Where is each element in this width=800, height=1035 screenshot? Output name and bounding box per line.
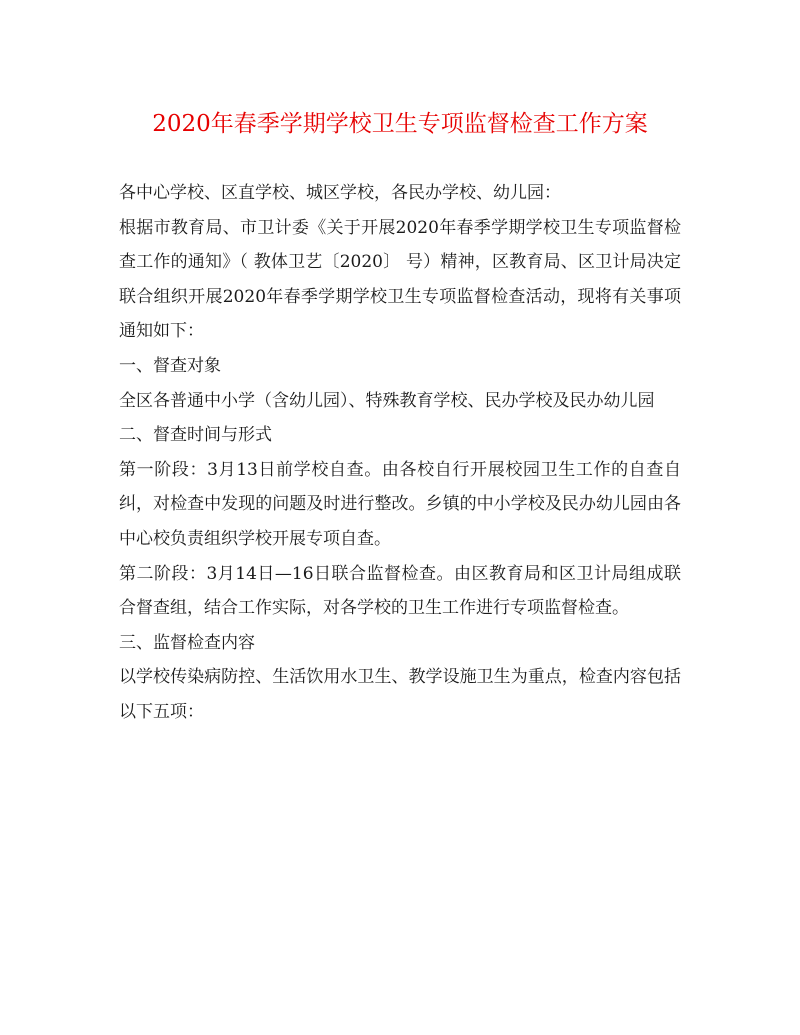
section-heading-2: 二、督查时间与形式 bbox=[119, 425, 272, 446]
phase-2-paragraph: 第二阶段：3月14日—16日联合监督检查。由区教育局和区卫计局组成联合督查组，结合工作实际，对各学校的卫生工作进行专项监督检查。 bbox=[119, 563, 681, 619]
intro-paragraph: 根据市教育局、市卫计委《关于开展2020年春季学期学校卫生专项监督检查工作的通知》（ 教体卫艺〔2020〕 号）精神，区教育局、区卫计局决定联合组织开展2020年春季学期学校卫生专项监督检查活动，现将有关事项通知如下： bbox=[119, 217, 681, 342]
document-body bbox=[119, 176, 681, 730]
document-title: 2020年春季学期学校卫生专项监督检查工作方案 bbox=[152, 111, 648, 137]
phase-1-paragraph: 第一阶段：3月13日前学校自查。由各校自行开展校园卫生工作的自查自纠，对检查中发现的问题及时进行整改。乡镇的中小学校及民办幼儿园由各中心校负责组织学校开展专项自查。 bbox=[119, 459, 681, 549]
salutation: 各中心学校、区直学校、城区学校，各民办学校、幼儿园： bbox=[119, 183, 561, 203]
section-heading-1: 一、督查对象 bbox=[119, 355, 221, 376]
section-heading-3: 三、监督检查内容 bbox=[119, 632, 255, 653]
section-3-paragraph: 以学校传染病防控、生活饮用水卫生、教学设施卫生为重点，检查内容包括以下五项： bbox=[119, 667, 681, 722]
section-1-paragraph: 全区各普通中小学（含幼儿园）、特殊教育学校、民办学校及民办幼儿园 bbox=[119, 390, 655, 411]
